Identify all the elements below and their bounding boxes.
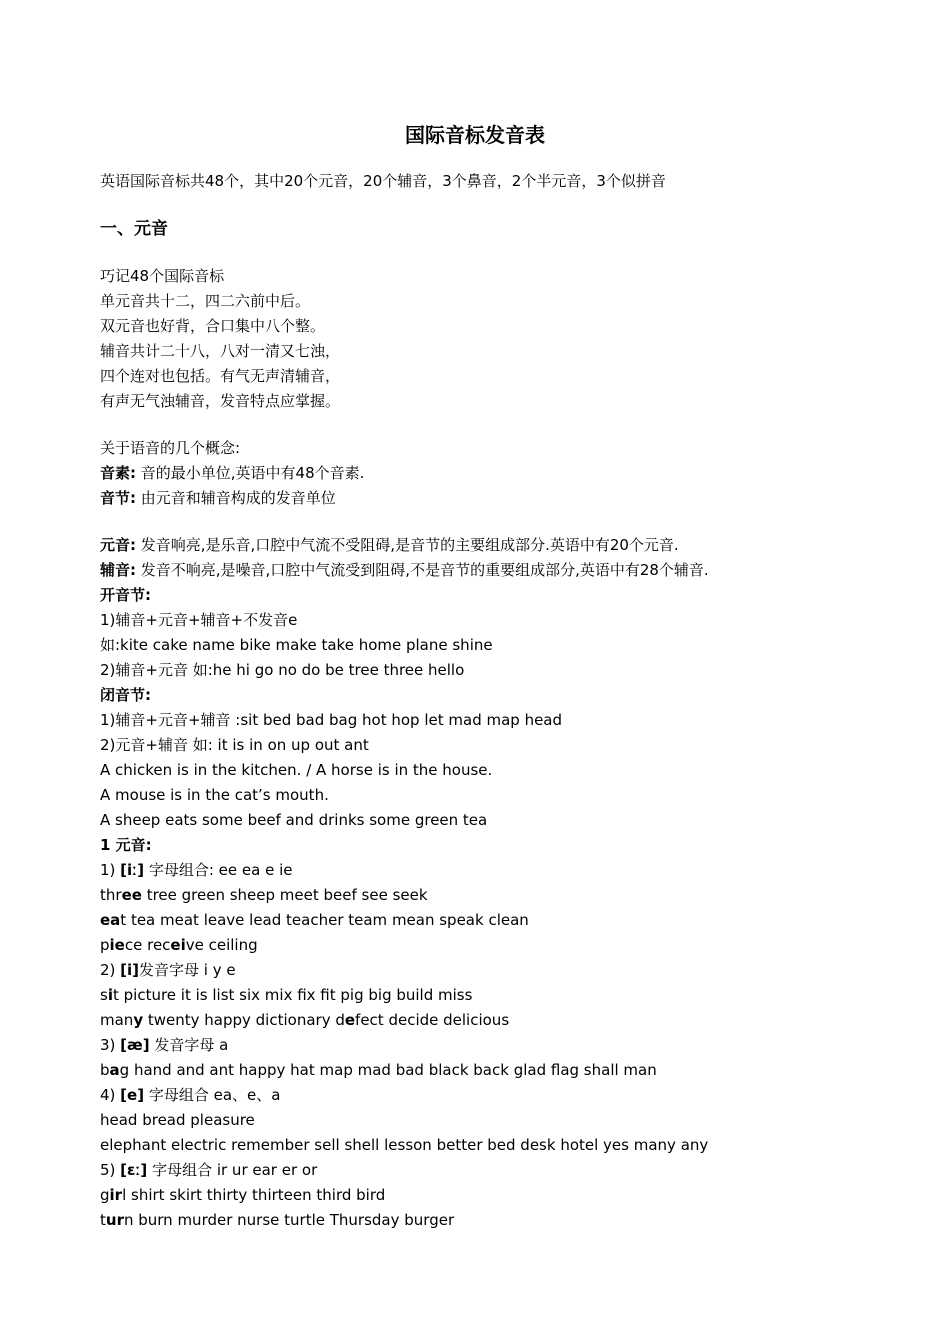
highlighted-letters: i [107, 986, 113, 1004]
example-text: ce rec [124, 936, 171, 954]
vowel-index: 4) [100, 1086, 121, 1104]
example-text: t tea meat leave lead teacher team mean speak clean [120, 911, 529, 929]
vowel-label: 元音: [100, 536, 136, 554]
vowel-example-row [100, 908, 709, 933]
poem-line: 有声无气浊辅音，发音特点应掌握。 [100, 392, 341, 410]
section-heading-vowels: 一、元音 [100, 219, 168, 239]
poem-line: 双元音也好背，合口集中八个整。 [100, 317, 326, 335]
vowels-heading-text: 元音: [110, 836, 152, 854]
highlighted-letters: a [109, 1061, 120, 1079]
vowel-entry-heading [100, 1083, 709, 1108]
poem-line: 四个连对也包括。有气无声清辅音， [100, 367, 341, 385]
example-sentence: A mouse is in the cat’s mouth. [100, 786, 329, 804]
vowel-spelling-note: 字母组合 ir ur ear er or [147, 1161, 318, 1179]
example-text: t [100, 1211, 106, 1229]
vowel-entry-heading [100, 1033, 709, 1058]
vowel-entry-heading [100, 858, 709, 883]
open-syllable-example: 如:kite cake name bike make take home plane shine [100, 636, 493, 654]
highlighted-letters: y [133, 1011, 144, 1029]
highlighted-letters: ur [105, 1211, 124, 1229]
vowel-index: 1) [100, 861, 121, 879]
highlighted-letters: ie [109, 936, 125, 954]
vowel-spelling-note: 发音字母 a [149, 1036, 229, 1054]
phoneme-label: 音素: [100, 464, 136, 482]
highlighted-letters: ei [170, 936, 186, 954]
vowel-example-row [100, 1058, 709, 1083]
example-text: head bread pleasure [100, 1111, 255, 1129]
phonetic-symbol: [æ] [120, 1036, 150, 1054]
poem-line: 单元音共十二，四二六前中后。 [100, 292, 311, 310]
highlighted-letters: ee [121, 886, 142, 904]
vowel-spelling-note: 字母组合 ea、e、a [144, 1086, 281, 1104]
vowel-definition [100, 533, 709, 558]
example-text: n burn murder nurse turtle Thursday burger [123, 1211, 455, 1229]
vowel-example-row [100, 933, 709, 958]
poem-line: 辅音共计二十八，八对一清又七浊， [100, 342, 341, 360]
vowel-example-row [100, 1133, 709, 1158]
example-text: l shirt skirt thirty thirteen third bird [122, 1186, 386, 1204]
phoneme-definition [100, 461, 364, 486]
mnemonic-poem [100, 264, 340, 414]
vowel-example-row [100, 1108, 709, 1133]
intro-text: 英语国际音标共48个，其中20个元音，20个辅音，3个鼻音，2个半元音，3个似拼音 [100, 172, 666, 190]
vowels-heading-number: 1 [100, 836, 111, 854]
example-text: twenty happy dictionary d [143, 1011, 345, 1029]
example-sentence: A chicken is in the kitchen. / A horse is in the house. [100, 761, 493, 779]
closed-syllable-heading: 闭音节: [100, 686, 151, 704]
vowel-text: 发音响亮,是乐音,口腔中气流不受阻碍,是音节的主要组成部分.英语中有20个元音. [136, 536, 679, 554]
concepts-block [100, 436, 364, 511]
concepts-heading: 关于语音的几个概念: [100, 439, 241, 457]
vowel-entry-heading [100, 1158, 709, 1183]
page-title: 国际音标发音表 [405, 123, 545, 147]
example-text: p [100, 936, 110, 954]
highlighted-letters: ea [100, 911, 121, 929]
example-text: t picture it is list six mix fix fit pig big build miss [112, 986, 473, 1004]
vowel-index: 2) [100, 961, 121, 979]
consonant-label: 辅音: [100, 561, 136, 579]
phonetic-symbol: [e] [120, 1086, 145, 1104]
syllable-text: 由元音和辅音构成的发音单位 [136, 489, 336, 507]
example-sentence: A sheep eats some beef and drinks some green tea [100, 811, 488, 829]
vowel-example-row [100, 1008, 709, 1033]
example-text: man [100, 1011, 134, 1029]
vowels-heading [100, 833, 709, 858]
vowel-entry-heading [100, 958, 709, 983]
example-text: tree green sheep meet beef see seek [141, 886, 428, 904]
vowel-example-row [100, 883, 709, 908]
example-text: b [100, 1061, 110, 1079]
example-text: thr [100, 886, 122, 904]
poem-line: 巧记48个国际音标 [100, 267, 225, 285]
example-text: s [100, 986, 108, 1004]
phonetic-symbol: [ɛː] [120, 1161, 148, 1179]
example-text: elephant electric remember sell shell lesson better bed desk hotel yes many any [100, 1136, 709, 1154]
vowel-example-row [100, 1183, 709, 1208]
main-content [100, 533, 709, 1233]
syllable-definition [100, 486, 364, 511]
vowel-example-row [100, 983, 709, 1008]
closed-syllable-rule: 1)辅音+元音+辅音 :sit bed bad bag hot hop let mad map head [100, 711, 563, 729]
highlighted-letters: e [344, 1011, 356, 1029]
vowel-spelling-note: 发音字母 i y e [139, 961, 236, 979]
closed-syllable-rule: 2)元音+辅音 如: it is in on up out ant [100, 736, 369, 754]
syllable-label: 音节: [100, 489, 136, 507]
vowel-spelling-note: 字母组合: ee ea e ie [144, 861, 293, 879]
open-syllable-heading: 开音节: [100, 586, 151, 604]
phonetic-symbol: [iː] [120, 861, 145, 879]
example-text: fect decide delicious [355, 1011, 510, 1029]
highlighted-letters: ir [109, 1186, 123, 1204]
consonant-text: 发音不响亮,是噪音,口腔中气流受到阻碍,不是音节的重要组成部分,英语中有28个辅音. [136, 561, 709, 579]
phonetic-symbol: [i] [120, 961, 140, 979]
open-syllable-rule: 2)辅音+元音 如:he hi go no do be tree three hello [100, 661, 465, 679]
vowel-index: 3) [100, 1036, 121, 1054]
vowel-example-row [100, 1208, 709, 1233]
example-text: g [100, 1186, 110, 1204]
open-syllable-rule: 1)辅音+元音+辅音+不发音e [100, 611, 298, 629]
example-text: g hand and ant happy hat map mad bad black back glad flag shall man [119, 1061, 657, 1079]
phoneme-text: 音的最小单位,英语中有48个音素. [136, 464, 365, 482]
example-text: ve ceiling [185, 936, 258, 954]
consonant-definition [100, 558, 709, 583]
vowel-index: 5) [100, 1161, 121, 1179]
